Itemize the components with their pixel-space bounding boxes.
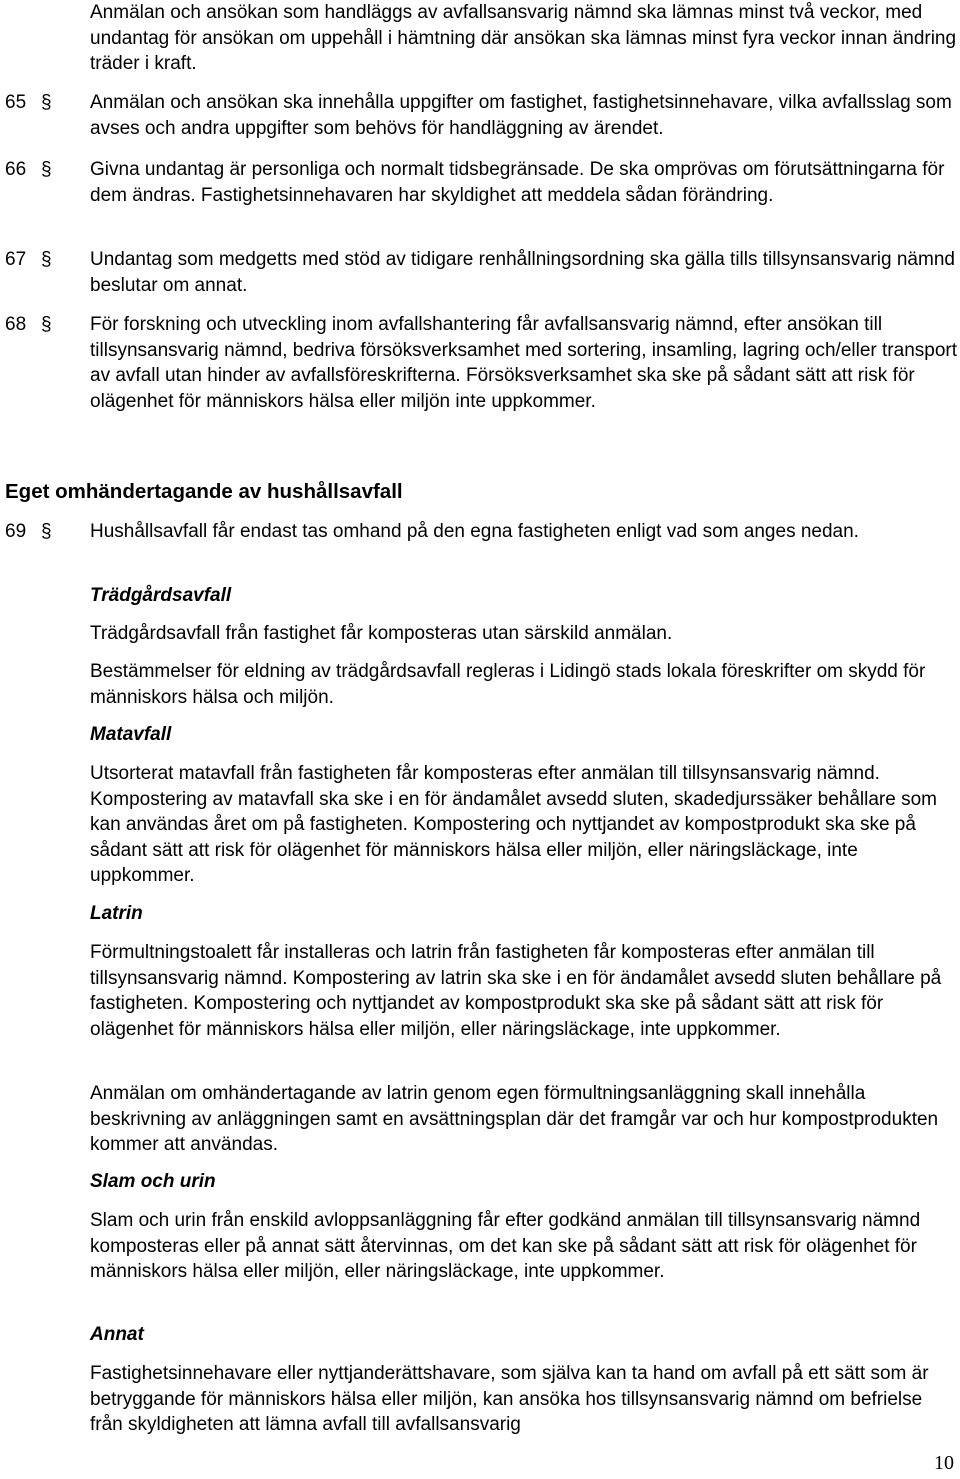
section-69-label: [5, 519, 90, 545]
annat-paragraph-1: Fastighetsinnehavare eller nyttjanderättshavare, som själva kan ta hand om avfall på ett sätt som är betryggande för människors hälsa eller miljön, kan ansöka hos tillsynsansvarig nämnd om befrielse från skyldigheten att lämna avfall till avfallsansvarig: [90, 1363, 929, 1435]
section-symbol: §: [41, 249, 52, 270]
section-number: 68: [5, 314, 27, 335]
section-symbol: §: [41, 159, 52, 180]
section-67-label: [5, 247, 90, 273]
section-heading: Eget omhändertagande av hushållsavfall: [5, 480, 403, 503]
slam-paragraph-1: Slam och urin från enskild avloppsanläggning får efter godkänd anmälan till tillsynsansvarig nämnd komposteras eller på annat sätt återvinnas, om det kan ske på sådant sätt att risk för olägenhet för människors hälsa eller miljön, eller näringsläckage, inte uppkommer.: [90, 1210, 921, 1282]
subheading-matavfall: Matavfall: [90, 724, 172, 745]
section-65-label: [5, 90, 90, 116]
section-number: 66: [5, 159, 27, 180]
matavfall-paragraph-1: Utsorterat matavfall från fastigheten får komposteras efter anmälan till tillsynsansvarig nämnd. Kompostering av matavfall ska ske i en för ändamålet avsedd sluten, skadedjurssäker behållare som kan användas året om på fastigheten. Kompostering och nyttjandet av kompostprodukt ska ske på sådant sätt att risk för olägenhet för människors hälsa eller miljön, eller näringsläckage, inte uppkommer.: [90, 763, 937, 886]
section-number: 69: [5, 521, 27, 542]
section-symbol: §: [41, 314, 52, 335]
section-number: 65: [5, 92, 27, 113]
tradgard-paragraph-1: Trädgårdsavfall från fastighet får komposteras utan särskild anmälan.: [90, 623, 673, 644]
section-69-text: Hushållsavfall får endast tas omhand på den egna fastigheten enligt vad som anges nedan.: [90, 521, 859, 542]
section-66-text: Givna undantag är personliga och normalt tidsbegränsade. De ska omprövas om förutsättningarna för dem ändras. Fastighetsinnehavaren har skyldighet att meddela sådan förändring.: [90, 159, 945, 206]
section-66-label: [5, 157, 90, 183]
subheading-tradgardsavfall: Trädgårdsavfall: [90, 585, 232, 606]
subheading-latrin: Latrin: [90, 903, 143, 924]
latrin-paragraph-1: Förmultningstoalett får installeras och latrin från fastigheten får komposteras efter anmälan till tillsynsansvarig nämnd. Kompostering av latrin ska ske i en för ändamålet avsedd sluten behållare på fastigheten. Kompostering och nyttjandet av kompostprodukt ska ske på sådant sätt att risk för olägenhet för människors hälsa eller miljön, eller näringsläckage, inte uppkommer.: [90, 942, 942, 1040]
section-68-text: För forskning och utveckling inom avfallshantering får avfallsansvarig nämnd, efter ansökan till tillsynsansvarig nämnd, bedriva försöksverksamhet med sortering, insamling, lagring och/eller transport av avfall utan hinder av avfallsföreskrifterna. Försöksverksamhet ska ske på sådant sätt att risk för olägenhet för människors hälsa eller miljön inte uppkommer.: [90, 314, 957, 412]
section-65-text: Anmälan och ansökan ska innehålla uppgifter om fastighet, fastighetsinnehavare, vilka avfallsslag som avses och andra uppgifter som behövs för handläggning av ärendet.: [90, 92, 952, 139]
section-68-label: [5, 312, 90, 338]
tradgard-paragraph-2: Bestämmelser för eldning av trädgårdsavfall regleras i Lidingö stads lokala föreskrifter om skydd för människors hälsa och miljön.: [90, 661, 926, 708]
subheading-annat: Annat: [90, 1324, 144, 1345]
section-symbol: §: [41, 521, 52, 542]
subheading-slam-och-urin: Slam och urin: [90, 1171, 216, 1192]
page-number: 10: [934, 1452, 954, 1474]
section-67-text: Undantag som medgetts med stöd av tidigare renhållningsordning ska gälla tills tillsynsansvarig nämnd beslutar om annat.: [90, 249, 955, 296]
section-number: 67: [5, 249, 27, 270]
latrin-paragraph-2: Anmälan om omhändertagande av latrin genom egen förmultningsanläggning skall innehålla beskrivning av anläggningen samt en avsättningsplan där det framgår var och hur kompostprodukten kommer att användas.: [90, 1083, 939, 1155]
intro-paragraph: Anmälan och ansökan som handläggs av avfallsansvarig nämnd ska lämnas minst två veckor, med undantag för ansökan om uppehåll i hämtning där ansökan ska lämnas minst fyra veckor innan ändring träder i kraft.: [90, 2, 957, 74]
section-symbol: §: [41, 92, 52, 113]
